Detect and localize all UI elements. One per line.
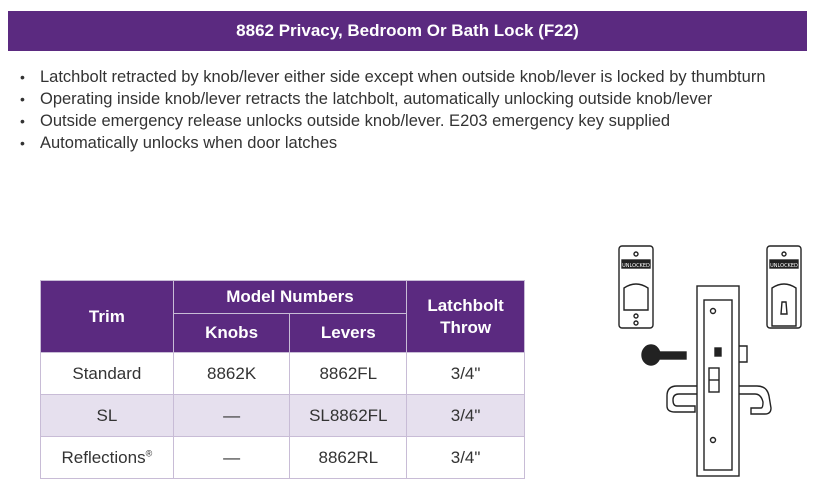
header-trim: Trim [41, 281, 174, 353]
feature-list [20, 66, 790, 154]
indicator-label: UNLOCKED [622, 263, 650, 269]
page-title: 8862 Privacy, Bedroom Or Bath Lock (F22) [8, 11, 807, 51]
header-model-numbers: Model Numbers [173, 281, 406, 314]
list-item: • Automatically unlocks when door latches [20, 132, 790, 154]
outside-indicator-icon [619, 246, 653, 328]
cell-levers: 8862FL [290, 353, 407, 395]
table-row [41, 395, 525, 437]
table-row [41, 353, 525, 395]
list-item: • Operating inside knob/lever retracts the latchbolt, automatically unlocking outside knob/lever [20, 88, 790, 110]
header-knobs: Knobs [173, 314, 290, 353]
table-row [41, 437, 525, 479]
indicator-label: UNLOCKED [770, 263, 798, 269]
list-item: • Outside emergency release unlocks outside knob/lever. E203 emergency key supplied [20, 110, 790, 132]
cell-knobs: — [173, 395, 290, 437]
cell-levers: SL8862FL [290, 395, 407, 437]
cell-trim: SL [41, 395, 174, 437]
cell-trim [41, 437, 174, 479]
header-latchbolt-throw: Latchbolt Throw [407, 281, 525, 353]
cell-levers: 8862RL [290, 437, 407, 479]
cell-throw: 3/4" [407, 437, 525, 479]
cell-knobs: 8862K [173, 353, 290, 395]
inside-indicator-icon [767, 246, 801, 328]
header-levers: Levers [290, 314, 407, 353]
cell-trim: Standard [41, 353, 174, 395]
list-item: • Latchbolt retracted by knob/lever either side except when outside knob/lever is locked by thumbturn [20, 66, 790, 88]
cell-knobs: — [173, 437, 290, 479]
model-table [40, 280, 525, 479]
registered-mark: ® [145, 447, 153, 458]
mortise-lock-diagram-icon [605, 240, 805, 480]
cell-throw: 3/4" [407, 353, 525, 395]
trim-name: Reflections [61, 447, 146, 467]
cell-throw: 3/4" [407, 395, 525, 437]
key-icon [642, 345, 686, 365]
